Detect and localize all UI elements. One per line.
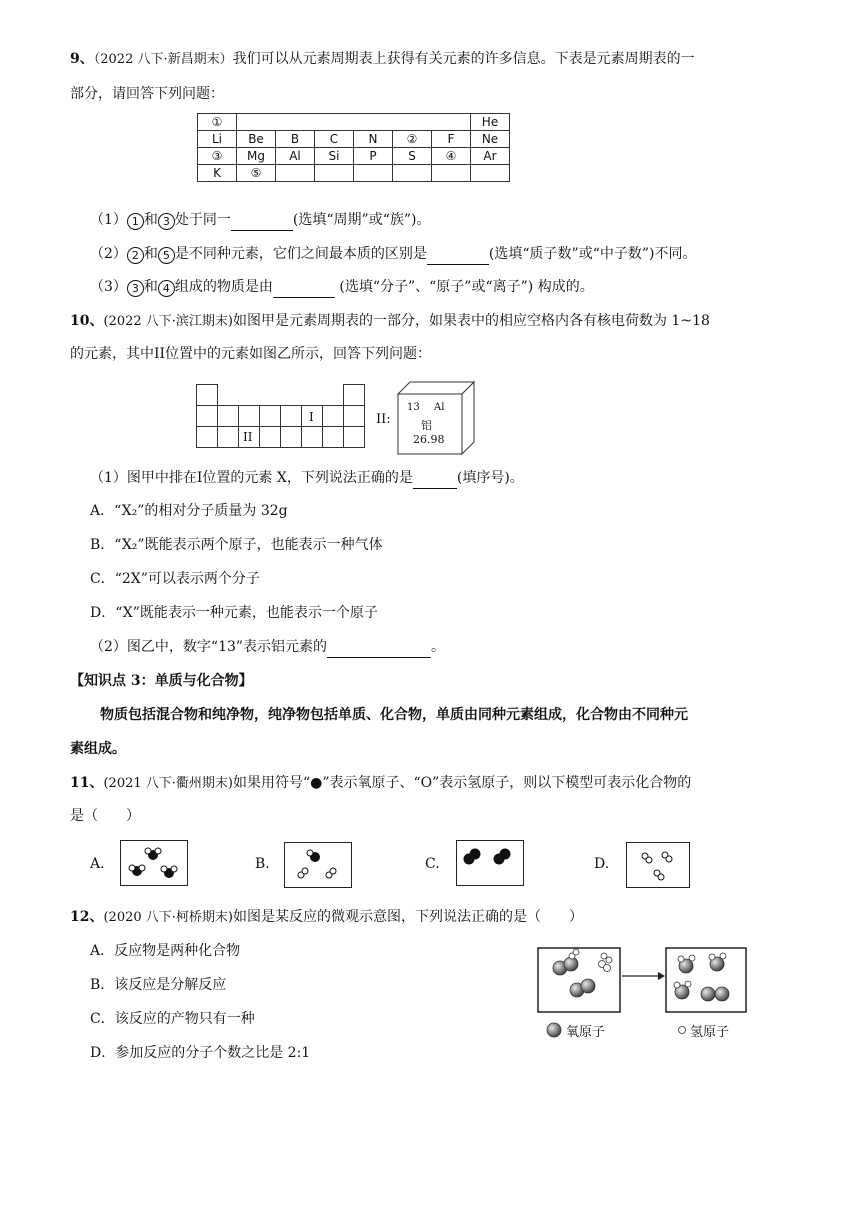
cube-label: II:: [376, 412, 391, 427]
part-text: 是不同种元素，它们之间最本质的区别是: [174, 246, 427, 262]
pt-cell: He: [471, 114, 510, 131]
part-label: （1）: [90, 212, 127, 228]
pt-cell: P: [354, 148, 393, 165]
pt-cell: Si: [315, 148, 354, 165]
part-tail: (选填“分子”、“原子”或“离子”) 构成的。: [334, 279, 594, 295]
cube-name: 铝: [421, 419, 432, 432]
q11-source: (2021 八下·衢州期末): [103, 776, 233, 791]
q12-stem: [70, 906, 583, 929]
q11-option-d-model[interactable]: [626, 842, 690, 888]
q11-option-b-model[interactable]: [284, 842, 352, 888]
q11-number: 11、: [70, 775, 104, 791]
part-text: 处于同一: [174, 212, 231, 228]
q12-option-d: D．参加反应的分子个数之比是 2:1: [90, 1045, 311, 1061]
pt-cell: Ne: [471, 131, 510, 148]
table-mark-I: I: [309, 410, 314, 424]
pt-cell: B: [276, 131, 315, 148]
pt-cell: Ar: [471, 148, 510, 165]
q10-table-outline: [196, 384, 366, 448]
pt-cell: ①: [198, 114, 237, 131]
conjunction: 和: [143, 212, 158, 228]
answer-blank[interactable]: [231, 214, 293, 231]
part-tail: (选填“周期”或“族”)。: [292, 212, 431, 228]
q9-part3: [90, 276, 594, 298]
answer-blank[interactable]: [427, 248, 489, 265]
q11-stem-line2: 是（ ）: [70, 808, 140, 824]
molecule-model-b: [285, 843, 351, 887]
hydrogen-legend-label: 氢原子: [690, 1025, 730, 1040]
q9-number: 9、: [70, 51, 94, 67]
q11-stem-line1: [70, 772, 691, 795]
q12-option-b: B．该反应是分解反应: [90, 977, 227, 993]
part-text: （1）图甲中排在I位置的元素 X，下列说法正确的是: [90, 470, 413, 486]
pt-cell: [315, 165, 354, 182]
molecule-model-c: [457, 841, 523, 885]
conjunction: 和: [143, 279, 158, 295]
q10-stem-text1: 如图甲是元素周期表的一部分，如果表中的相应空格内各有核电荷数为 1~18: [232, 313, 710, 329]
pt-cell: F: [432, 131, 471, 148]
q9-stem-line2: 部分，请回答下列问题：: [70, 86, 224, 102]
q10-stem-line2: 的元素，其中II位置中的元素如图乙所示，回答下列问题：: [70, 346, 432, 362]
hydrogen-legend-icon: [679, 1027, 686, 1034]
pt-cell: [471, 165, 510, 182]
q12-number: 12、: [70, 909, 104, 925]
answer-blank[interactable]: [413, 472, 457, 489]
q9-periodic-table: [197, 113, 510, 182]
q12-source: (2020 八下·柯桥期末): [103, 910, 233, 925]
part-text: 组成的物质是由: [174, 279, 273, 295]
q10-option-c: C．“2X”可以表示两个分子: [90, 571, 260, 587]
q10-option-d: D．“X”既能表示一种元素，也能表示一个原子: [90, 605, 378, 621]
circled-number: 5: [158, 247, 175, 264]
answer-blank[interactable]: [273, 281, 335, 298]
pt-cell: S: [393, 148, 432, 165]
pt-cell: C: [315, 131, 354, 148]
pt-cell: [276, 165, 315, 182]
q10-number: 10、: [70, 313, 104, 329]
q12-option-c: C．该反应的产物只有一种: [90, 1011, 255, 1027]
pt-cell: [432, 165, 471, 182]
kp3-heading: 【知识点 3：单质与化合物】: [70, 673, 253, 689]
q11-option-d-label: D.: [594, 856, 610, 872]
molecule-model-a: [121, 841, 187, 885]
pt-cell: [393, 165, 432, 182]
cube-symbol: Al: [434, 402, 445, 413]
oxygen-legend-icon: [547, 1023, 561, 1037]
pt-cell: ③: [198, 148, 237, 165]
q9-stem-text1: 我们可以从元素周期表上获得有关元素的许多信息。下表是元素周期表的一: [232, 51, 695, 67]
pt-cell: ④: [432, 148, 471, 165]
q9-part1: [90, 209, 430, 231]
q11-option-a-label: A.: [90, 856, 105, 872]
q12-stem-text: 如图是某反应的微观示意图，下列说法正确的是（ ）: [232, 909, 583, 925]
kp3-body-line2: 素组成。: [70, 741, 126, 757]
part-text: （2）图乙中，数字“13”表示铝元素的: [90, 639, 328, 655]
pt-cell: Li: [198, 131, 237, 148]
pt-cell: ⑤: [237, 165, 276, 182]
part-tail: 。: [431, 639, 446, 655]
molecule-model-d: [627, 843, 689, 887]
q11-stem-text1: 如果用符号“●”表示氧原子、“O”表示氢原子，则以下模型可表示化合物的: [232, 775, 692, 791]
part-label: （2）: [90, 246, 127, 262]
q9-source: （2022 八下·新昌期末）: [93, 52, 233, 67]
q10-option-a: A．“X₂”的相对分子质量为 32g: [90, 503, 288, 519]
q9-stem-line1: [70, 48, 695, 71]
q10-stem-line1: [70, 310, 710, 333]
pt-cell: Al: [276, 148, 315, 165]
q11-option-a-model[interactable]: [120, 840, 188, 886]
answer-blank[interactable]: [327, 641, 431, 658]
q11-option-c-label: C.: [425, 856, 440, 872]
part-label: （3）: [90, 279, 127, 295]
pt-cell: Be: [237, 131, 276, 148]
pt-cell: K: [198, 165, 237, 182]
q9-part2: [90, 243, 696, 265]
q11-option-c-model[interactable]: [456, 840, 524, 886]
pt-cell-empty: [237, 114, 471, 131]
q10-part2: [90, 636, 445, 658]
pt-cell: ②: [393, 131, 432, 148]
pt-cell: N: [354, 131, 393, 148]
table-mark-II: II: [243, 430, 253, 444]
oxygen-legend-label: 氧原子: [566, 1025, 606, 1040]
circled-number: 4: [158, 280, 175, 297]
q12-option-a: A．反应物是两种化合物: [90, 943, 241, 959]
circled-number: 3: [127, 280, 144, 297]
circled-number: 3: [158, 213, 175, 230]
q10-option-b: B．“X₂”既能表示两个原子，也能表示一种气体: [90, 537, 383, 553]
kp3-body-line1: 物质包括混合物和纯净物，纯净物包括单质、化合物，单质由同种元素组成，化合物由不同种元: [100, 707, 688, 723]
pt-cell: Mg: [237, 148, 276, 165]
pt-cell: [354, 165, 393, 182]
circled-number: 1: [127, 213, 144, 230]
conjunction: 和: [143, 246, 158, 262]
cube-atomic-number: 13: [407, 402, 420, 413]
circled-number: 2: [127, 247, 144, 264]
q11-option-b-label: B.: [255, 856, 270, 872]
part-tail: (选填“质子数”或“中子数”)不同。: [488, 246, 697, 262]
q10-part1: [90, 467, 524, 489]
part-tail: (填序号)。: [456, 470, 524, 486]
q10-source: (2022 八下·滨江期末): [103, 314, 233, 329]
cube-mass: 26.98: [413, 433, 445, 446]
